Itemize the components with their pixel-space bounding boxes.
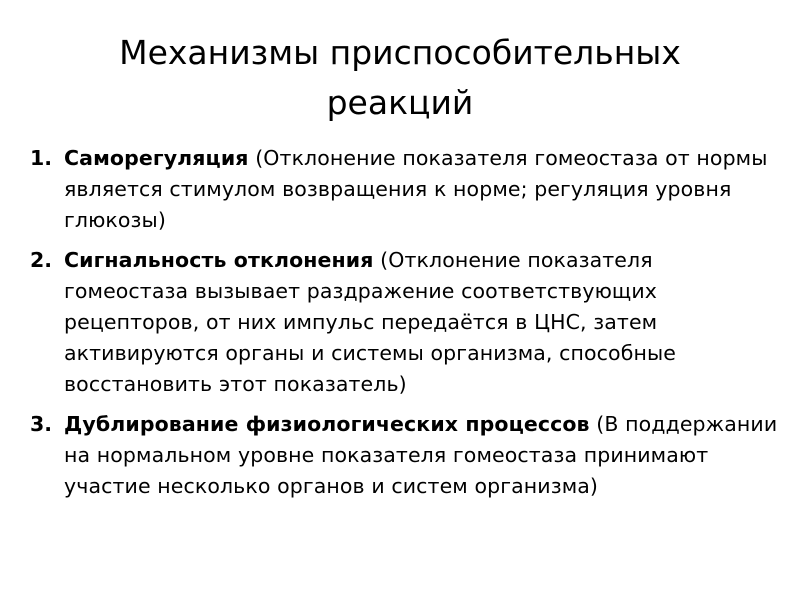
list-item-term: Дублирование физиологических процессов bbox=[64, 412, 590, 436]
list-item-deviation-signaling bbox=[30, 245, 780, 400]
list-item-description: (Отклонение показателя гомеостаза от нормы является стимулом возвращения к норме; регуляция уровня глюкозы) bbox=[64, 146, 768, 232]
slide-title-line-1: Механизмы приспособительных bbox=[119, 33, 681, 72]
list-item-description: (В поддержании на нормальном уровне показателя гомеостаза принимают участие несколько органов и систем организма) bbox=[64, 412, 778, 498]
list-item-text bbox=[64, 245, 780, 400]
list-item-self-regulation bbox=[30, 143, 780, 236]
list-item-number: 3. bbox=[30, 412, 53, 436]
list-item-description: (Отклонение показателя гомеостаза вызывает раздражение соответствующих рецепторов, от них импульс передаётся в ЦНС, затем активируются органы и системы организма, способные восстановить этот показатель) bbox=[64, 248, 676, 396]
list-item-text bbox=[64, 143, 780, 236]
list-item-number: 2. bbox=[30, 248, 53, 272]
slide-title-line-2: реакций bbox=[326, 83, 474, 122]
list-item-process-duplication bbox=[30, 409, 780, 502]
list-item-term: Сигнальность отклонения bbox=[64, 248, 374, 272]
slide-title bbox=[40, 28, 760, 128]
list-item-text bbox=[64, 409, 780, 502]
list-item-term: Саморегуляция bbox=[64, 146, 249, 170]
list-item-number: 1. bbox=[30, 146, 53, 170]
mechanisms-list bbox=[30, 143, 780, 511]
